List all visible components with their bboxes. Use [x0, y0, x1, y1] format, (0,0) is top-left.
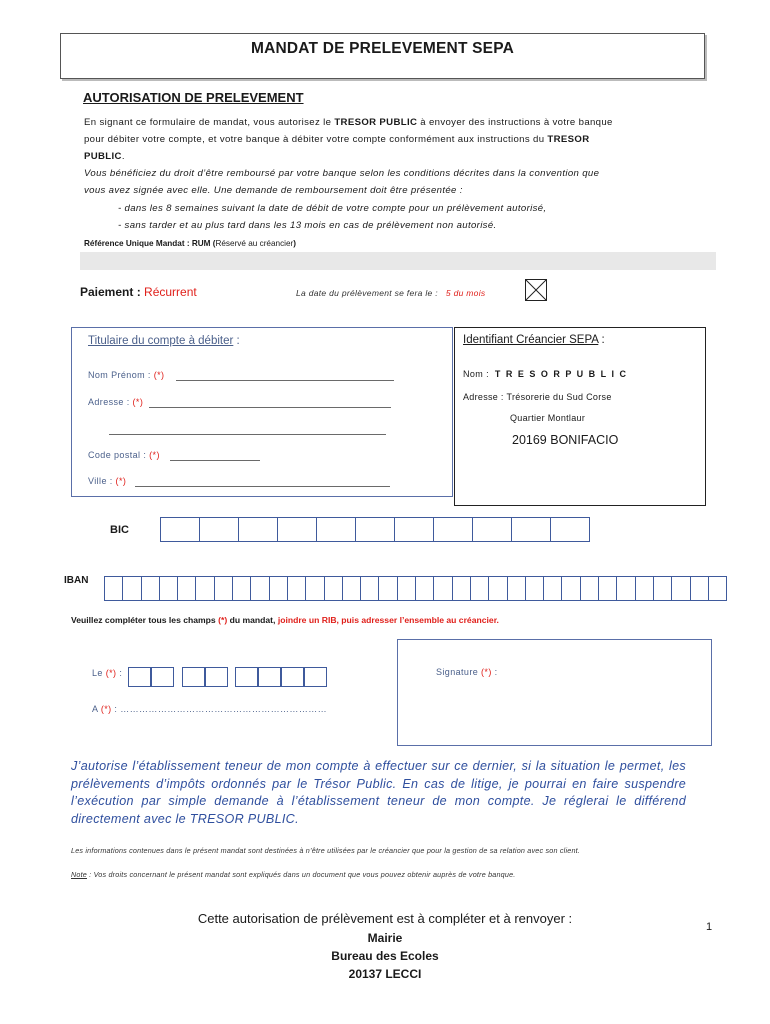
char-cell[interactable]	[470, 576, 489, 601]
le-year-field[interactable]	[235, 667, 327, 687]
creancier-nom-row	[463, 369, 628, 379]
paiement-value: Récurrent	[144, 285, 197, 299]
footer-line-1: Cette autorisation de prélèvement est à compléter et à renvoyer :	[197, 911, 573, 926]
le-month-field[interactable]	[182, 667, 228, 687]
char-cell[interactable]	[543, 576, 562, 601]
intro-text: .	[121, 151, 125, 162]
note-text: : Vos droits concernant le présent mandat sont expliqués dans un document que vous pouvez obtenir auprès de votre banque.	[86, 870, 516, 879]
char-cell[interactable]	[394, 517, 434, 542]
nom-prenom-field[interactable]	[176, 370, 394, 381]
char-cell[interactable]	[511, 517, 551, 542]
char-cell[interactable]	[232, 576, 251, 601]
adresse-label: Adresse :	[88, 397, 133, 407]
adresse-field[interactable]	[149, 397, 391, 408]
intro-line-5: vous avez signée avec elle. Une demande de remboursement doit être présentée :	[84, 185, 463, 196]
char-cell[interactable]	[122, 576, 141, 601]
intro-line-3	[84, 148, 684, 165]
signature-row	[436, 667, 498, 677]
char-cell[interactable]	[507, 576, 526, 601]
nom-prenom-row	[88, 370, 164, 380]
creancier-ville: 20169 BONIFACIO	[512, 433, 619, 447]
intro-text: pour débiter votre compte, et votre banque à débiter votre compte conformément aux instructions du	[84, 134, 548, 145]
le-day-field[interactable]	[128, 667, 174, 687]
title-box	[60, 33, 705, 79]
adresse-field-2[interactable]	[109, 424, 386, 435]
ville-field[interactable]	[135, 476, 390, 487]
date-cell[interactable]	[182, 667, 205, 687]
char-cell[interactable]	[360, 576, 379, 601]
char-cell[interactable]	[452, 576, 471, 601]
required-marker: (*)	[105, 668, 117, 678]
date-line	[296, 288, 485, 298]
char-cell[interactable]	[316, 517, 356, 542]
titulaire-heading-colon: :	[233, 335, 240, 347]
footer-line-2: Mairie	[367, 931, 403, 945]
creancier-heading-text: Identifiant Créancier SEPA	[463, 334, 599, 346]
footer-line-3: Bureau des Ecoles	[331, 949, 439, 963]
titulaire-heading	[88, 335, 240, 347]
creancier-adresse-label: Adresse :	[463, 392, 504, 402]
required-marker: (*)	[149, 450, 160, 460]
char-cell[interactable]	[616, 576, 635, 601]
authorization-text: J’autorise l’établissement teneur de mon compte à effectuer sur ce dernier, si la situation le permet, les prélèvements d’impôts ordonnés par le Trésor Public. En cas de litige, je pourrai en faire suspendre l’exécution par simple demande à l’établissement teneur de mon compte. Je réglerai le différend directement avec le TRESOR PUBLIC.	[71, 759, 686, 826]
creancier-heading	[463, 334, 605, 346]
instructions-text: Veuillez compléter tous les champs	[71, 615, 219, 625]
a-field[interactable]: …………………………………………………………	[120, 704, 328, 714]
char-cell[interactable]	[690, 576, 709, 601]
date-value: 5 du mois	[445, 288, 486, 298]
nom-prenom-label: Nom Prénom :	[88, 370, 154, 380]
char-cell[interactable]	[160, 517, 200, 542]
required-marker: (*)	[115, 476, 127, 486]
bullet-1: - dans les 8 semaines suivant la date de débit de votre compte pour un prélèvement autorisé,	[118, 203, 547, 214]
note-line	[71, 870, 691, 879]
char-cell[interactable]	[214, 576, 233, 601]
date-cell[interactable]	[151, 667, 174, 687]
paiement-label: Paiement :	[80, 285, 145, 299]
rum-field[interactable]	[80, 252, 716, 270]
le-colon: :	[116, 668, 123, 678]
titulaire-heading-text: Titulaire du compte à débiter	[88, 335, 234, 347]
required-marker: (*)	[153, 370, 165, 380]
char-cell[interactable]	[635, 576, 654, 601]
char-cell[interactable]	[342, 576, 361, 601]
iban-label: IBAN	[64, 575, 89, 586]
char-cell[interactable]	[305, 576, 324, 601]
intro-bold: PUBLIC	[84, 151, 122, 162]
instructions-red: joindre un RIB, puis adresser l’ensemble au créancier.	[277, 615, 499, 625]
le-row	[92, 668, 122, 678]
info-text: Les informations contenues dans le présent mandat sont destinées à n’être utilisées par le créancier que pour la gestion de sa relation avec son client.	[71, 846, 581, 855]
char-cell[interactable]	[324, 576, 343, 601]
bic-label: BIC	[110, 524, 129, 536]
char-cell[interactable]	[199, 517, 239, 542]
code-postal-label: Code postal :	[88, 450, 150, 460]
char-cell[interactable]	[550, 517, 590, 542]
a-row	[92, 704, 327, 714]
date-place-box	[71, 646, 393, 733]
intro-line-1	[84, 114, 684, 131]
intro-bold: TRESOR	[547, 134, 590, 145]
char-cell[interactable]	[580, 576, 599, 601]
creancier-adresse-2: Quartier Montlaur	[510, 413, 586, 423]
date-cell[interactable]	[281, 667, 304, 687]
char-cell[interactable]	[355, 517, 395, 542]
char-cell[interactable]	[195, 576, 214, 601]
char-cell[interactable]	[472, 517, 512, 542]
instructions-text: du mandat,	[227, 615, 278, 625]
a-label: A	[92, 704, 101, 714]
char-cell[interactable]	[598, 576, 617, 601]
required-marker: (*)	[132, 397, 144, 407]
required-marker: (*)	[100, 704, 112, 714]
char-cell[interactable]	[671, 576, 690, 601]
page-title: MANDAT DE PRELEVEMENT SEPA	[251, 40, 514, 57]
titulaire-box	[71, 327, 453, 497]
char-cell[interactable]	[415, 576, 434, 601]
char-cell[interactable]	[525, 576, 544, 601]
char-cell[interactable]	[708, 576, 727, 601]
note-label: Note	[71, 870, 87, 879]
char-cell[interactable]	[433, 576, 452, 601]
char-cell[interactable]	[397, 576, 416, 601]
rum-close: )	[293, 239, 297, 248]
date-cell[interactable]	[304, 667, 327, 687]
char-cell[interactable]	[433, 517, 473, 542]
creancier-adresse-row	[463, 392, 612, 402]
le-label: Le	[92, 668, 106, 678]
date-cell[interactable]	[128, 667, 151, 687]
intro-bold: TRESOR PUBLIC	[334, 117, 418, 128]
char-cell[interactable]	[104, 576, 123, 601]
date-checkbox[interactable]	[525, 279, 547, 301]
date-cell[interactable]	[258, 667, 281, 687]
date-label: La date du prélèvement se fera le :	[296, 288, 438, 298]
required-marker: (*)	[218, 615, 228, 625]
char-cell[interactable]	[269, 576, 288, 601]
char-cell[interactable]	[177, 576, 196, 601]
code-postal-field[interactable]	[170, 450, 260, 461]
creancier-heading-colon: :	[598, 334, 605, 346]
signature-colon: :	[491, 667, 498, 677]
footer-line-4: 20137 LECCI	[348, 967, 422, 981]
intro-line-2	[84, 131, 684, 148]
adresse-row	[88, 397, 143, 407]
iban-field[interactable]	[104, 576, 727, 601]
ville-row	[88, 476, 126, 486]
bic-field[interactable]	[160, 517, 590, 542]
char-cell[interactable]	[250, 576, 269, 601]
date-cell[interactable]	[205, 667, 228, 687]
signature-label: Signature	[436, 667, 482, 677]
creancier-adresse-1: Trésorerie du Sud Corse	[506, 392, 612, 402]
creancier-nom-label: Nom :	[463, 369, 490, 379]
char-cell[interactable]	[561, 576, 580, 601]
intro-text: à envoyer des instructions à votre banque	[417, 117, 613, 128]
bullet-2: - sans tarder et au plus tard dans les 13 mois en cas de prélèvement non autorisé.	[118, 220, 497, 231]
instructions	[71, 615, 499, 625]
char-cell[interactable]	[653, 576, 672, 601]
intro-line-4: Vous bénéficiez du droit d’être remboursé par votre banque selon les conditions décrites dans la convention que	[84, 168, 600, 179]
creancier-box	[454, 327, 706, 506]
char-cell[interactable]	[277, 517, 317, 542]
signature-box[interactable]	[397, 639, 712, 746]
char-cell[interactable]	[238, 517, 278, 542]
page-number: 1	[706, 921, 713, 933]
intro-text: En signant ce formulaire de mandat, vous autorisez le	[84, 117, 335, 128]
required-marker: (*)	[481, 667, 492, 677]
char-cell[interactable]	[141, 576, 160, 601]
creancier-nom-value: T R E S O R P U B L I C	[494, 369, 628, 379]
char-cell[interactable]	[378, 576, 397, 601]
char-cell[interactable]	[287, 576, 306, 601]
ville-label: Ville :	[88, 476, 116, 486]
paiement-line	[80, 285, 197, 299]
rum-line	[84, 239, 296, 248]
rum-label: Référence Unique Mandat : RUM (	[84, 239, 216, 248]
code-postal-row	[88, 450, 160, 460]
a-colon: :	[111, 704, 121, 714]
char-cell[interactable]	[159, 576, 178, 601]
section-title: AUTORISATION DE PRELEVEMENT	[83, 90, 304, 105]
char-cell[interactable]	[488, 576, 507, 601]
rum-note: Réservé au créancier	[215, 239, 294, 248]
date-cell[interactable]	[235, 667, 258, 687]
checked-box-icon	[525, 279, 547, 301]
